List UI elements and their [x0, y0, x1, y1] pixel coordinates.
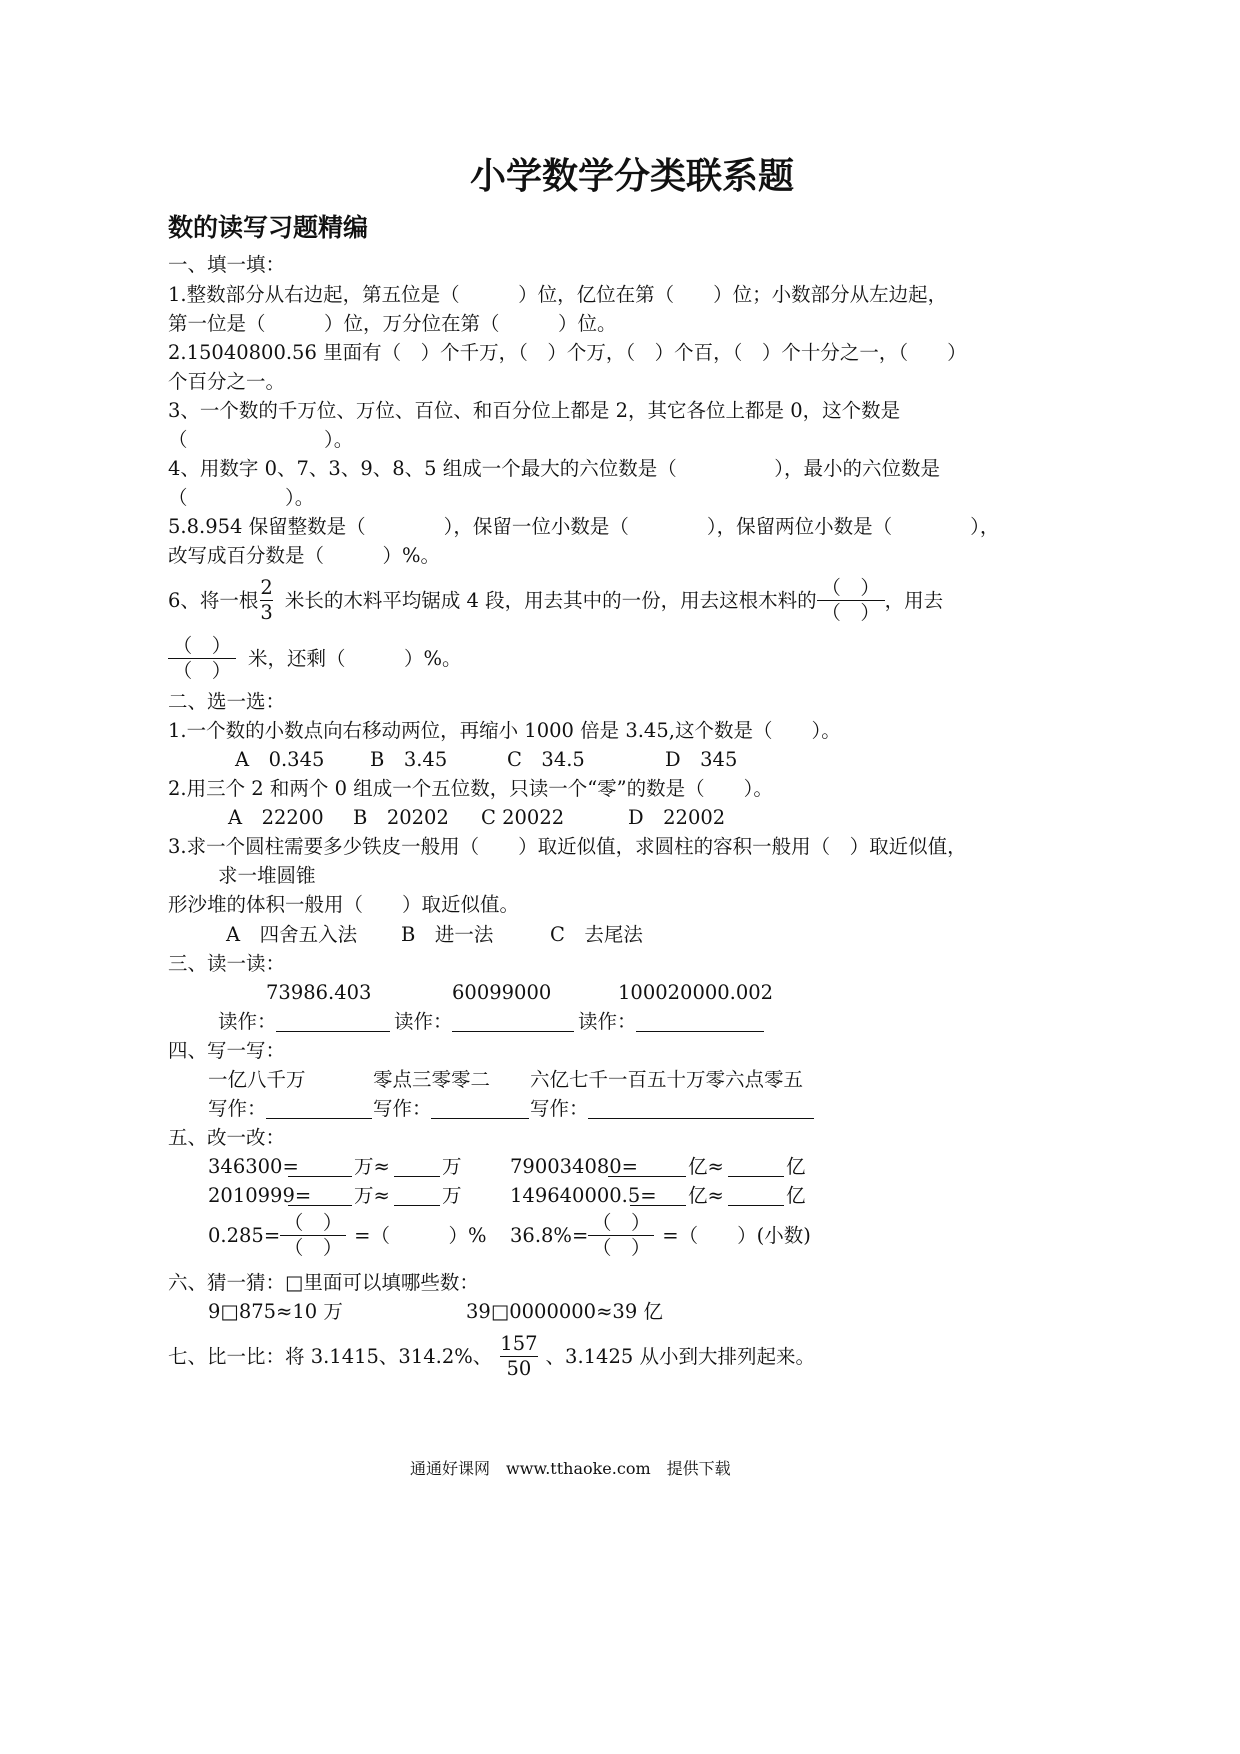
- blank-numerator: （ ）: [821, 576, 880, 599]
- s3-answer-line[interactable]: [276, 1012, 390, 1032]
- s5-unit: 亿≈: [688, 1155, 724, 1178]
- s3-heading: 三、读一读：: [168, 952, 286, 975]
- s3-number: 60099000: [452, 981, 552, 1004]
- q5-line1: 5.8.954 保留整数是（ ），保留一位小数是（ ），保留两位小数是（ ），: [168, 515, 1000, 538]
- s4-write-label: 写作：: [373, 1097, 432, 1120]
- s4-heading: 四、写一写：: [168, 1039, 286, 1062]
- s7-prefix: 七、比一比：将 3.1415、314.2%、: [168, 1344, 493, 1368]
- s4-write-label: 写作：: [530, 1097, 589, 1120]
- s2-q2-option: A 22200: [228, 806, 324, 829]
- s6-item: 39□0000000≈39 亿: [466, 1300, 663, 1323]
- q6-tail: ，用去: [884, 588, 944, 612]
- s2-q2: 2.用三个 2 和两个 0 组成一个五位数，只读一个“零”的数是（ ）。: [168, 777, 773, 800]
- fraction-denominator: 3: [260, 601, 273, 625]
- s5-answer-line[interactable]: [608, 1157, 686, 1177]
- s3-answer-line[interactable]: [452, 1012, 574, 1032]
- s5-unit: 万: [442, 1184, 462, 1207]
- s5-heading: 五、改一改：: [168, 1126, 286, 1149]
- q6-line1: [168, 578, 943, 624]
- s3-number: 73986.403: [266, 981, 372, 1004]
- s2-q1-option: A 0.345: [235, 748, 325, 771]
- s2-q2-option: B 20202: [353, 806, 449, 829]
- blank-denominator: （ ）: [821, 601, 880, 625]
- s5-answer-line[interactable]: [288, 1186, 352, 1206]
- blank-numerator: （ ）: [592, 1211, 651, 1234]
- s4-item: 六亿七千一百五十万零六点零五: [530, 1068, 804, 1091]
- s3-read-label: 读作：: [394, 1010, 453, 1033]
- s5-f1-prefix: 0.285=: [208, 1223, 281, 1247]
- q3-line2: （ ）。: [168, 428, 354, 451]
- s5-unit: 亿≈: [688, 1184, 724, 1207]
- s4-answer-line[interactable]: [431, 1099, 529, 1119]
- s2-q1-option: D 345: [665, 748, 738, 771]
- s4-item: 零点三零零二: [373, 1068, 491, 1091]
- blank-denominator: （ ）: [283, 1236, 343, 1260]
- s5-answer-line[interactable]: [728, 1186, 784, 1206]
- q6-middle: 米长的木料平均锯成 4 段，用去其中的一份，用去这根木料的: [284, 588, 817, 612]
- page-title: 小学数学分类联系题: [470, 156, 795, 197]
- s5-r2-value: 2010999=: [208, 1184, 312, 1207]
- q2-line1: 2.15040800.56 里面有（ ）个千万，（ ）个万，（ ）个百，（ ）个十分之一，（ ）: [168, 341, 967, 364]
- blank-numerator: （ ）: [172, 634, 232, 657]
- s2-q2-option: C 20022: [481, 806, 565, 829]
- s5-r1-value: 346300=: [208, 1155, 299, 1178]
- s2-heading: 二、选一选：: [168, 690, 286, 713]
- footer-credit: 通通好课网 www.tthaoke.com 提供下载: [410, 1459, 731, 1478]
- s5-answer-line[interactable]: [394, 1186, 440, 1206]
- s5-r2-value: 149640000.5=: [510, 1184, 657, 1207]
- s5-f2-prefix: 36.8%=: [510, 1223, 589, 1247]
- s5-fraction-row-1: [208, 1213, 487, 1259]
- blank-numerator: （ ）: [283, 1211, 343, 1234]
- s5-f2-suffix: =（ ）(小数): [662, 1223, 811, 1247]
- blank-denominator: （ ）: [172, 659, 232, 683]
- fraction-denominator: 50: [506, 1357, 532, 1381]
- s5-unit: 万≈: [354, 1184, 390, 1207]
- q4-line2: （ ）。: [168, 486, 315, 509]
- s4-answer-line[interactable]: [266, 1099, 372, 1119]
- s5-f1-suffix: =（ ）%: [354, 1223, 487, 1247]
- s1-heading: 一、填一填：: [168, 253, 286, 276]
- s2-q3-line3: 形沙堆的体积一般用（ ）取近似值。: [168, 893, 520, 916]
- q5-line2: 改写成百分数是（ ）%。: [168, 544, 441, 567]
- q1-line1: 1.整数部分从右边起，第五位是（ ）位，亿位在第（ ）位；小数部分从左边起，: [168, 283, 948, 306]
- s7-line: [168, 1334, 815, 1380]
- s5-unit: 亿: [786, 1184, 806, 1207]
- q3-line1: 3、一个数的千万位、万位、百位、和百分位上都是 2，其它各位上都是 0，这个数是: [168, 399, 901, 422]
- s5-answer-line[interactable]: [630, 1186, 686, 1206]
- s7-suffix: 、3.1425 从小到大排列起来。: [545, 1344, 815, 1368]
- q6-line2: [168, 636, 462, 682]
- q6-prefix: 6、将一根: [168, 588, 259, 612]
- s2-q3-option: A 四舍五入法: [226, 923, 358, 946]
- s2-q1-option: C 34.5: [507, 748, 585, 771]
- q2-line2: 个百分之一。: [168, 370, 286, 393]
- blank-fraction: [280, 1213, 346, 1259]
- s2-q3-option: C 去尾法: [550, 923, 643, 946]
- s3-answer-line[interactable]: [636, 1012, 764, 1032]
- s2-q2-option: D 22002: [628, 806, 726, 829]
- s4-write-label: 写作：: [208, 1097, 267, 1120]
- fraction-numerator: 2: [260, 576, 273, 599]
- q6-line2-tail: 米，还剩（ ）%。: [248, 646, 462, 670]
- section-subtitle: 数的读写习题精编: [168, 213, 369, 242]
- s2-q3-line1: 3.求一个圆柱需要多少铁皮一般用（ ）取近似值，求圆柱的容积一般用（ ）取近似值，: [168, 835, 967, 858]
- s2-q1-option: B 3.45: [370, 748, 448, 771]
- s5-r1-value: 790034080=: [510, 1155, 638, 1178]
- s3-number: 100020000.002: [618, 981, 774, 1004]
- s5-answer-line[interactable]: [728, 1157, 784, 1177]
- s3-read-label: 读作：: [218, 1010, 277, 1033]
- s5-answer-line[interactable]: [394, 1157, 440, 1177]
- blank-fraction: [588, 1213, 654, 1259]
- blank-denominator: （ ）: [592, 1236, 651, 1260]
- s6-heading: 六、猜一猜：□里面可以填哪些数：: [168, 1271, 479, 1294]
- blank-fraction: [817, 578, 885, 624]
- q4-line1: 4、用数字 0、7、3、9、8、5 组成一个最大的六位数是（ ），最小的六位数是: [168, 457, 940, 480]
- s4-answer-line[interactable]: [588, 1099, 814, 1119]
- s2-q3-option: B 进一法: [401, 923, 494, 946]
- fraction-two-thirds: [260, 578, 272, 624]
- s3-read-label: 读作：: [578, 1010, 637, 1033]
- s4-item: 一亿八千万: [208, 1068, 306, 1091]
- s5-fraction-row-2: [510, 1213, 811, 1259]
- s5-unit: 万: [442, 1155, 462, 1178]
- s2-q1: 1.一个数的小数点向右移动两位，再缩小 1000 倍是 3.45,这个数是（ ）。: [168, 719, 841, 742]
- fraction-numerator: 157: [500, 1332, 538, 1355]
- fraction-157-50: [500, 1334, 537, 1380]
- s6-item: 9□875≈10 万: [208, 1300, 343, 1323]
- q1-line2: 第一位是（ ）位，万分位在第（ ）位。: [168, 312, 617, 335]
- s5-unit: 亿: [786, 1155, 806, 1178]
- s2-q3-line2: 求一堆圆锥: [218, 864, 316, 887]
- s5-unit: 万≈: [354, 1155, 390, 1178]
- s5-answer-line[interactable]: [288, 1157, 352, 1177]
- blank-fraction: [168, 636, 236, 682]
